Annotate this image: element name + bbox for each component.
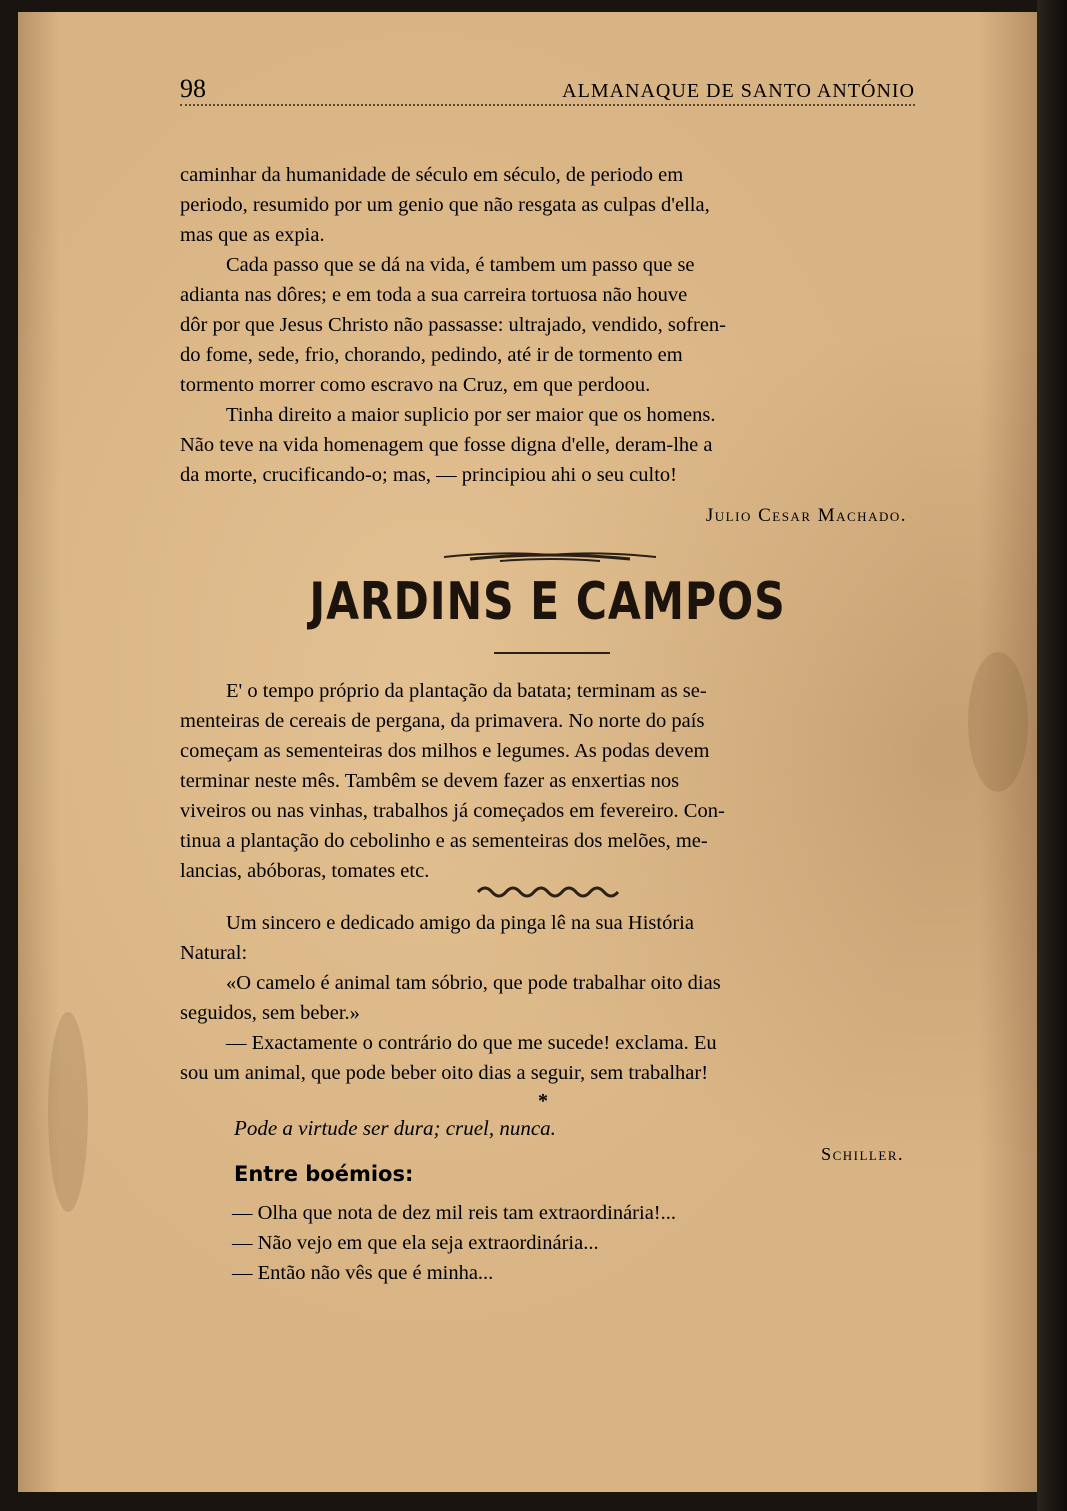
book-binding <box>1037 0 1067 1511</box>
title-rule <box>494 652 610 654</box>
paper-stain <box>48 1012 88 1212</box>
article-signature: Julio Cesar Machado. <box>705 505 907 526</box>
text-line: dôr por que Jesus Christo não passasse: ultrajado, vendido, sofren- <box>180 314 726 336</box>
dialogue-line: — Não vejo em que ela seja extraordinária... <box>232 1232 599 1254</box>
text-line: «O camelo é animal tam sóbrio, que pode trabalhar oito dias <box>226 972 721 994</box>
subheading: Entre boémios: <box>234 1162 414 1186</box>
text-line: periodo, resumido por um genio que não resgata as culpas d'ella, <box>180 194 710 216</box>
quote-author: Schiller. <box>821 1144 904 1164</box>
text-line: — Exactamente o contrário do que me sucede! exclama. Eu <box>226 1032 717 1054</box>
text-line: Cada passo que se dá na vida, é tambem um passo que se <box>226 254 695 276</box>
text-line: Natural: <box>180 942 248 964</box>
gardening-text <box>180 676 915 886</box>
paper-stain <box>968 652 1028 792</box>
text-line: lancias, abóboras, tomates etc. <box>180 860 430 882</box>
text-line: caminhar da humanidade de século em século, de periodo em <box>180 164 684 186</box>
dialogue-line: — Olha que nota de dez mil reis tam extraordinária!... <box>232 1202 677 1224</box>
text-line: E' o tempo próprio da plantação da batata; terminam as se- <box>226 680 707 702</box>
text-line: Um sincero e dedicado amigo da pinga lê na sua História <box>226 912 694 934</box>
wave-ornament <box>476 884 626 898</box>
text-line: tinua a plantação do cebolinho e as sementeiras dos melões, me- <box>180 830 708 852</box>
dialogue-line: — Então não vês que é minha... <box>232 1262 494 1284</box>
text-line: menteiras de cereais de pergana, da primavera. No norte do país <box>180 710 705 732</box>
text-line: Não teve na vida homenagem que fosse digna d'elle, deram-lhe a <box>180 434 713 456</box>
asterisk-separator: * <box>538 1090 548 1112</box>
text-line: da morte, crucificando-o; mas, — principiou ahi o seu culto! <box>180 464 677 486</box>
running-head: ALMANAQUE DE SANTO ANTÓNIO <box>562 80 915 102</box>
swash-ornament <box>440 547 660 567</box>
anecdote-text <box>180 908 915 1088</box>
text-line: mas que as expia. <box>180 224 325 246</box>
text-line: começam as sementeiras dos milhos e legumes. As podas devem <box>180 740 710 762</box>
text-line: tormento morrer como escravo na Cruz, em que perdoou. <box>180 374 651 396</box>
text-line: Tinha direito a maior suplicio por ser maior que os homens. <box>226 404 716 426</box>
text-line: sou um animal, que pode beber oito dias a seguir, sem trabalhar! <box>180 1062 709 1084</box>
page-header <box>180 64 915 106</box>
page-number: 98 <box>180 74 206 103</box>
text-line: adianta nas dôres; e em toda a sua carreira tortuosa não houve <box>180 284 688 306</box>
quote-text: Pode a virtude ser dura; cruel, nunca. <box>234 1116 556 1140</box>
text-line: do fome, sede, frio, chorando, pedindo, até ir de tormento em <box>180 344 683 366</box>
section-title: JARDINS E CAMPOS <box>309 572 786 632</box>
dialogue <box>232 1198 676 1288</box>
article-text <box>180 160 915 490</box>
text-line: viveiros ou nas vinhas, trabalhos já começados em fevereiro. Con- <box>180 800 725 822</box>
text-line: terminar neste mês. Tambêm se devem fazer as enxertias nos <box>180 770 680 792</box>
text-line: seguidos, sem beber.» <box>180 1002 360 1024</box>
